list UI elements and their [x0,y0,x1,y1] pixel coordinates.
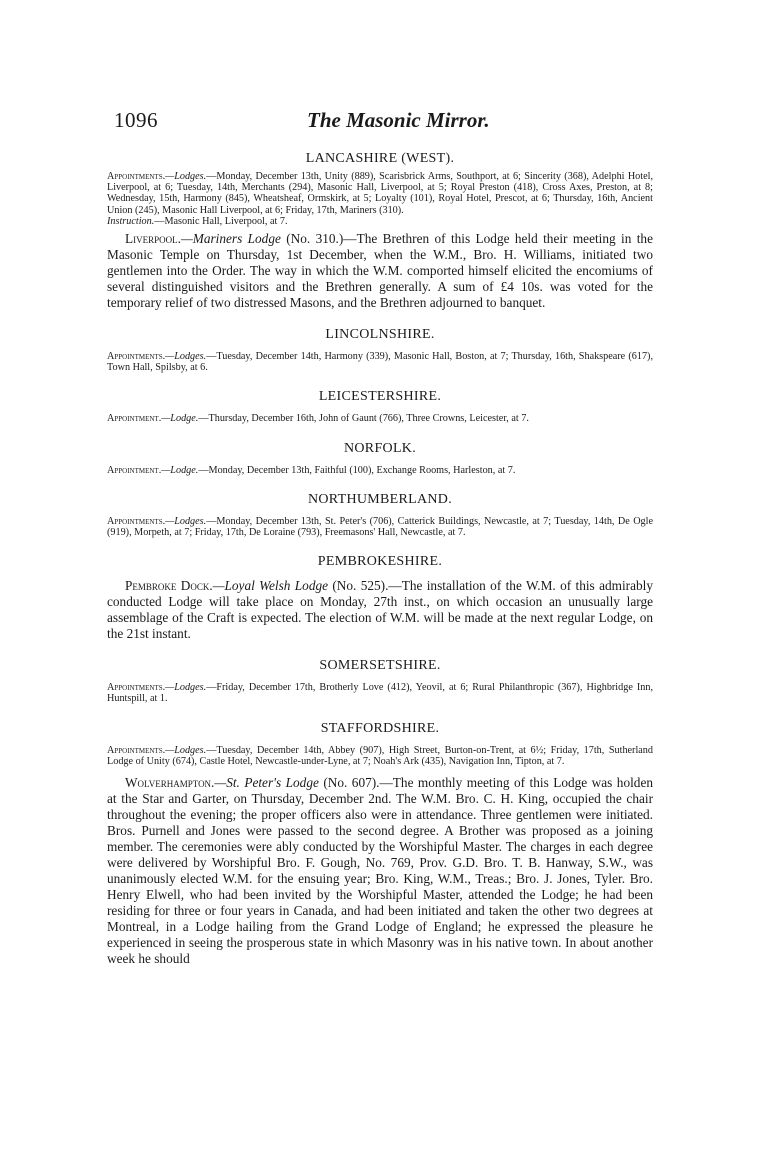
article-body [107,150,653,967]
section-heading: LANCASHIRE (WEST). [305,151,455,166]
lodge-report: Wolverhampton.—St. Peter's Lodge (No. 607).—The monthly meeting of this Lodge was holden at the Star and Garter, on Thursday, December 2nd. The W.M. Bro. C. H. King, occupied the chair throughout the evening; the proper officers also were in attendance. Three gentlemen were initiated. Bros. Purnell and Jones were passed to the second degree. A Brother was proposed as a joining member. The ceremonies were ably conducted by the Worshipful Master. The charges in each degree were delivered by Worshipful Bro. F. Gough, No. 769, Prov. G.D. Bro. T. B. Hanway, S.W., was unanimously elected W.M. for the ensuing year; Bro. King, W.M., Treas.; Bro. J. Jones, Tyler. Bro. Henry Elwell, who had been invited by the Worshipful Master, attended the Lodge; he had been residing for three or four years in Canada, and had been initiated and taken the other two degrees at Montreal, in a Lodge hailing from the Grand Lodge of England; he expressed the pleasure he experienced in seeing the prosperous state in which Masonry was in his native town. In about another week he should [107,775,653,967]
section-heading: LINCOLNSHIRE. [325,327,435,343]
appointments-paragraph: Appointments.—Lodges.—Tuesday, December 14th, Harmony (339), Masonic Hall, Boston, at 7; Thursday, 16th, Shakspeare (617), Town Hall, Spilsby, at 6. [107,351,653,374]
section-heading: NORFOLK. [343,440,417,456]
appointments-paragraph: Appointment.—Lodge.—Thursday, December 16th, John of Gaunt (766), Three Crowns, Leicester, at 7. [107,413,529,425]
appointments-paragraph: Appointment.—Lodge.—Monday, December 13th, Faithful (100), Exchange Rooms, Harleston, at 7. [107,464,516,476]
appointments-paragraph: Appointments.—Lodges.—Tuesday, December 14th, Abbey (907), High Street, Burton-on-Trent, at 6½; Friday, 17th, Sutherland Lodge of Unity (674), Castle Hotel, Newcastle-under-Lyne, at 7; Noah's Ark (435), Navigation Inn, Tipton, at 7. [107,744,653,767]
section-heading: SOMERSETSHIRE. [319,658,441,674]
appointments-paragraph: Appointments.—Lodges.—Monday, December 13th, Unity (889), Scarisbrick Arms, Southport, at 6; Sincerity (368), Adelphi Hotel, Liverpool, at 6; Tuesday, 14th, Merchants (294), Masonic Hall, Liverpool, at 5; Royal Preston (418), Cross Axes, Preston, at 8; Wednesday, 15th, Harmony (845), Wheatsheaf, Ormskirk, at 5; Loyalty (101), Royal Hotel, Prescot, at 6; Thursday, 16th, Ancient Union (245), Masonic Hall Liverpool, at 6; Friday, 17th, Mariners (310). [107,171,653,216]
section-heading: NORTHUMBERLAND. [307,491,453,507]
page-number: 1096 [114,108,158,132]
appointments-paragraph: Appointments.—Lodges.—Monday, December 13th, St. Peter's (706), Catterick Buildings, Newcastle, at 7; Tuesday, 14th, De Ogle (919), Morpeth, at 7; Friday, 17th, De Loraine (793), Freemasons' Hall, Newcastle, at 7. [107,515,653,539]
journal-title: The Masonic Mirror. [307,108,490,132]
section-heading: STAFFORDSHIRE. [320,720,440,736]
lodge-report: Pembroke Dock.—Loyal Welsh Lodge (No. 525).—The installation of the W.M. of this admirably conducted Lodge will take place on Monday, 27th inst., on which occasion an unusually large assemblage of the Craft is expected. The election of W.M. will be made at the next regular Lodge, on the 21st instant. [107,578,653,642]
page-header [112,108,652,138]
lodge-report: Liverpool.—Mariners Lodge (No. 310.)—The Brethren of this Lodge held their meeting in the Masonic Temple on Thursday, 1st December, when the W.M., Bro. H. Williams, initiated two gentlemen into the Order. The way in which the W.M. comported himself elicited the encomiums of several distinguished visitors and the Brethren generally. A sum of £4 10s. was voted for the temporary relief of two distressed Masons, and the Brethren adjourned to banquet. [107,231,653,311]
instruction-paragraph: Instruction.—Masonic Hall, Liverpool, at 7. [107,215,288,227]
appointments-paragraph: Appointments.—Lodges.—Friday, December 17th, Brotherly Love (412), Yeovil, at 6; Rural Philanthropic (367), Highbridge Inn, Huntspill, at 1. [107,682,653,705]
section-heading: LEICESTERSHIRE. [318,389,442,405]
section-heading: PEMBROKESHIRE. [317,554,443,570]
